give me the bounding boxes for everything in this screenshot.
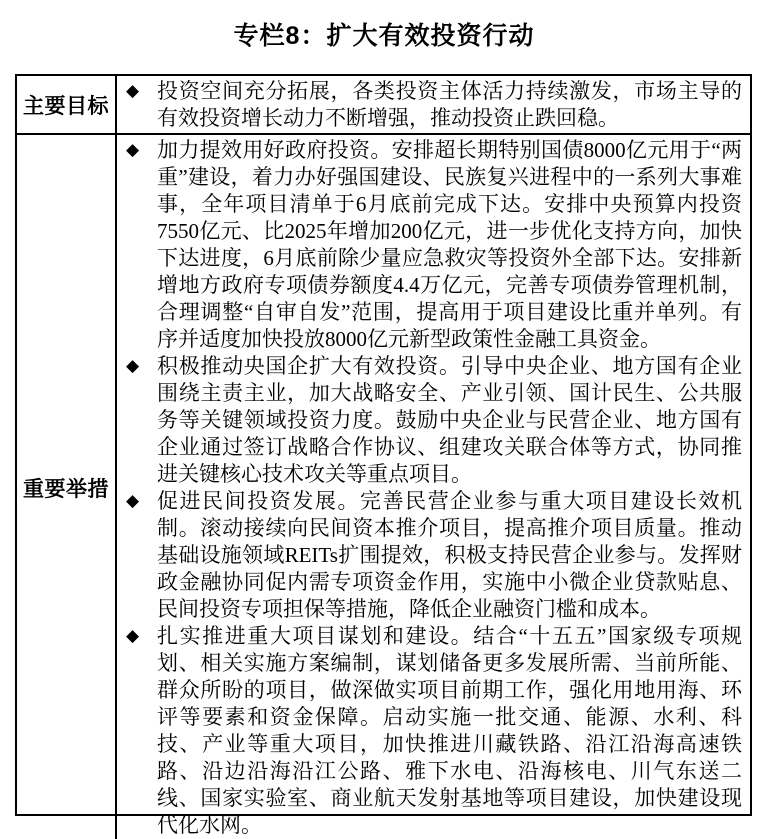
list-item — [119, 78, 742, 132]
row-label-measures: 重要举措 — [17, 135, 117, 839]
page-title: 专栏8：扩大有效投资行动 — [233, 22, 535, 50]
table-row-measures — [17, 133, 750, 839]
objectives-content-cell — [117, 76, 750, 133]
list-item — [119, 488, 742, 623]
table-row-objectives — [17, 76, 750, 133]
list-item — [119, 137, 742, 353]
diamond-bullet-icon: ◆ — [126, 80, 140, 101]
list-item — [119, 623, 742, 839]
bullet-text: 积极推动央国企扩大有效投资。引导中央企业、地方国有企业围绕主责主业，加大战略安全、产业引领、国计民生、公共服务等关键领域投资力度。鼓励中央企业与民营企业、地方国有企业通过签订战略合作协议、组建攻关联合体等方式，协同推进关键核心技术攻关等重点项目。 — [157, 354, 742, 486]
bullet-text: 投资空间充分拓展，各类投资主体活力持续激发，市场主导的有效投资增长动力不断增强，推动投资止跌回稳。 — [157, 78, 742, 130]
diamond-bullet-icon: ◆ — [126, 626, 140, 646]
row-label-objectives: 主要目标 — [17, 76, 117, 133]
diamond-bullet-icon: ◆ — [126, 140, 140, 160]
measures-content-cell — [117, 135, 750, 839]
bullet-text: 扎实推进重大项目谋划和建设。结合“十五五”国家级专项规划、相关实施方案编制，谋划储备更多发展所需、当前所能、群众所盼的项目，做深做实项目前期工作，强化用地用海、环评等要素和资金保障。启动实施一批交通、能源、水利、科技、产业等重大项目，加快推进川藏铁路、沿江沿海高速铁路、沿边沿海沿江公路、雅下水电、沿海核电、川气东送二线、国家实验室、商业航天发射基地等项目建设，加快建设现代化水网。 — [157, 624, 742, 837]
box-table — [15, 74, 752, 837]
list-item — [119, 353, 742, 488]
bullet-text: 促进民间投资发展。完善民营企业参与重大项目建设长效机制。滚动接续向民间资本推介项目，提高推介项目质量。推动基础设施领域REITs扩围提效，积极支持民营企业参与。发挥财政金融协同促内需专项资金作用，实施中小微企业贷款贴息、民间投资专项担保等措施，降低企业融资门槛和成本。 — [157, 489, 742, 621]
diamond-bullet-icon: ◆ — [126, 356, 140, 376]
bullet-text: 加力提效用好政府投资。安排超长期特别国债8000亿元用于“两重”建设，着力办好强国建设、民族复兴进程中的一系列大事难事，全年项目清单于6月底前完成下达。安排中央预算内投资7550亿元、比2025年增加200亿元，进一步优化支持方向，加快下达进度，6月底前除少量应急救灾等投资外全部下达。安排新增地方政府专项债券额度4.4万亿元，完善专项债券管理机制，合理调整“自审自发”范围，提高用于项目建设比重并单列。有序并适度加快投放8000亿元新型政策性金融工具资金。 — [157, 138, 742, 351]
diamond-bullet-icon: ◆ — [126, 491, 140, 511]
